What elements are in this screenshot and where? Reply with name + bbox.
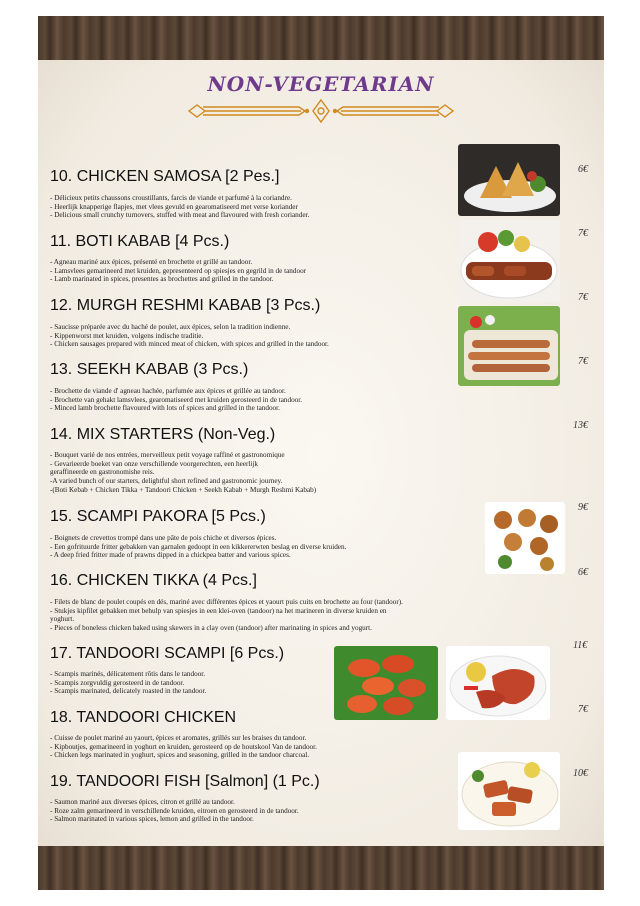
scampi-pakora-photo [485,502,565,574]
boti-kabab-photo [458,220,560,302]
menu-item-title: 13. SEEKH KABAB (3 Pcs.) [50,361,249,378]
menu-item-title: 11. BOTI KABAB [4 Pcs.) [50,233,230,250]
menu-item-title: 10. CHICKEN SAMOSA [2 Pes.] [50,168,280,185]
menu-item-title: 15. SCAMPI PAKORA [5 Pcs.) [50,508,266,525]
menu-item-price: 7€ [578,704,588,715]
menu-item-price: 6€ [578,567,588,578]
menu-item-description: - Boignets de crevettos trompé dans une pâte de pois chiche et diversos épices. - Een gofrituurde fritter gebakken van garnalen gedoopt in een kikkererwten beslag en diverse kruiden. - A deep fried fritter made of prawns dipped in a chickpea batter and various spices. [50,534,347,560]
menu-item-price: 7€ [578,356,588,367]
menu-item-price: 6€ [578,164,588,175]
wood-border-bottom [38,846,604,890]
menu-item-title: 19. TANDOORI FISH [Salmon] (1 Pc.) [50,773,320,790]
menu-item-price: 10€ [573,768,588,779]
menu-item-description: - Brochette de viande d' agneau hachée, parfumée aux épices et grillée au tandoor. - Brochette van gehakt lamsvlees, gearomatiseerd met kruiden gerosteerd in de tandoor. - Minced lamb brochette flavoured with lots of spices and grilled in the tandoor. [50,387,303,413]
menu-item-description: - Bouquet varié de nos entrées, merveilleux petit voyage raffiné et gastronomique - Gevarieerde boeket van onze verschillende voorgerechten, een heerlijk geraffineerde en gastronomishe reis. -A varied bunch of our starters, delightful short refined and gastronomic journey. -(Boti Kebab + Chicken Tikka + Tandoori Chicken + Seekh Kabab + Murgh Reshmi Kabab) [50,451,317,494]
menu-item-title: 14. MIX STARTERS (Non-Veg.) [50,426,276,443]
menu-page [38,16,604,890]
tandoori-fish-photo [458,752,560,830]
menu-item-title: 16. CHICKEN TIKKA (4 Pcs.] [50,572,257,589]
menu-item-title: 17. TANDOORI SCAMPI [6 Pcs.) [50,645,285,662]
menu-item-price: 7€ [578,228,588,239]
menu-item-title: 12. MURGH RESHMI KABAB [3 Pcs.) [50,297,321,314]
menu-item-description: - Scampis marinés, délicatement rôtis dans le tandoor. - Scampis zorgvuldig gerosteerd in de tandoor. - Scampis marinated, delicately roasted in the tandoor. [50,670,207,696]
menu-item-description: - Filets de blanc de poulet coupés en dés, mariné avec différentes épices et yaourt puis cuits en brochette au four (tandoor). - Stukjes kipfilet gebakken met behulp van spiesjes in een klei-oven (tandoor) na het marineren in diverse kruiden en yoghurt. - Pieces of boneless chicken baked using skewers in a clay oven (tandoor) after marinating in spices and yogurt. [50,598,403,633]
tandoori-scampi-photo [334,646,438,720]
menu-item-price: 7€ [578,292,588,303]
reshmi-kabab-photo [458,306,560,386]
menu-item-description: - Agneau mariné aux épices, présenté en brochette et grillé au tandoor. - Lamsvlees gemarineerd met kruiden, gepresenteerd op spiesjes en gegrild in de tandoor - Lamb marinated in spices, presentes as brochettes and grilled in the tandoor. [50,258,307,284]
menu-item-description: - Saumon mariné aux diverses épices, citron et grillé au tandoor. - Roze zalm gemarineerd in verschillende kruiden, eitroen en gerosteerd in de tandoor. - Salmon marinated in various spices, lemon and grilled in the tandoor. [50,798,299,824]
menu-item-price: 11€ [573,640,588,651]
ornament-divider [183,98,459,124]
section-title: NON-VEGETARIAN [207,72,435,96]
tandoori-chicken-photo [446,646,550,720]
samosa-photo [458,144,560,216]
menu-item-description: - Saucisse préparée avec du haché de poulet, aux épices, selon la tradition indienne. - Kippenworst met kruiden, volgens indische traditie. - Chicken sausages prepared with minced meat of chicken, with spices and grilled in the tandoor. [50,323,329,349]
menu-item-title: 18. TANDOORI CHICKEN [50,709,237,726]
menu-item-description: - Délicieux petits chaussons croustillants, farcis de viande et parfumé à la coriandre. - Heerlijk knapperige flapjes, met vlees gevuld en gearomatiseerd met verse koriander - Delicious small crunchy turnovers, stuffed with meat and flavoured with fresh coriander. [50,194,310,220]
menu-item-description: - Cuisse de poulet mariné au yaourt, épices et aromates, grillés sur les braises du tandoor. - Kipboutjes, gemarineerd in yoghurt en kruiden, gerosteerd op de houtskool Van de tandoor. - Chicken legs marinated in yoghurt, spices and seasoning, grilled in the tandoor charcoal. [50,734,317,760]
menu-item-price: 13€ [573,420,588,431]
menu-item-price: 9€ [578,502,588,513]
wood-border-top [38,16,604,60]
